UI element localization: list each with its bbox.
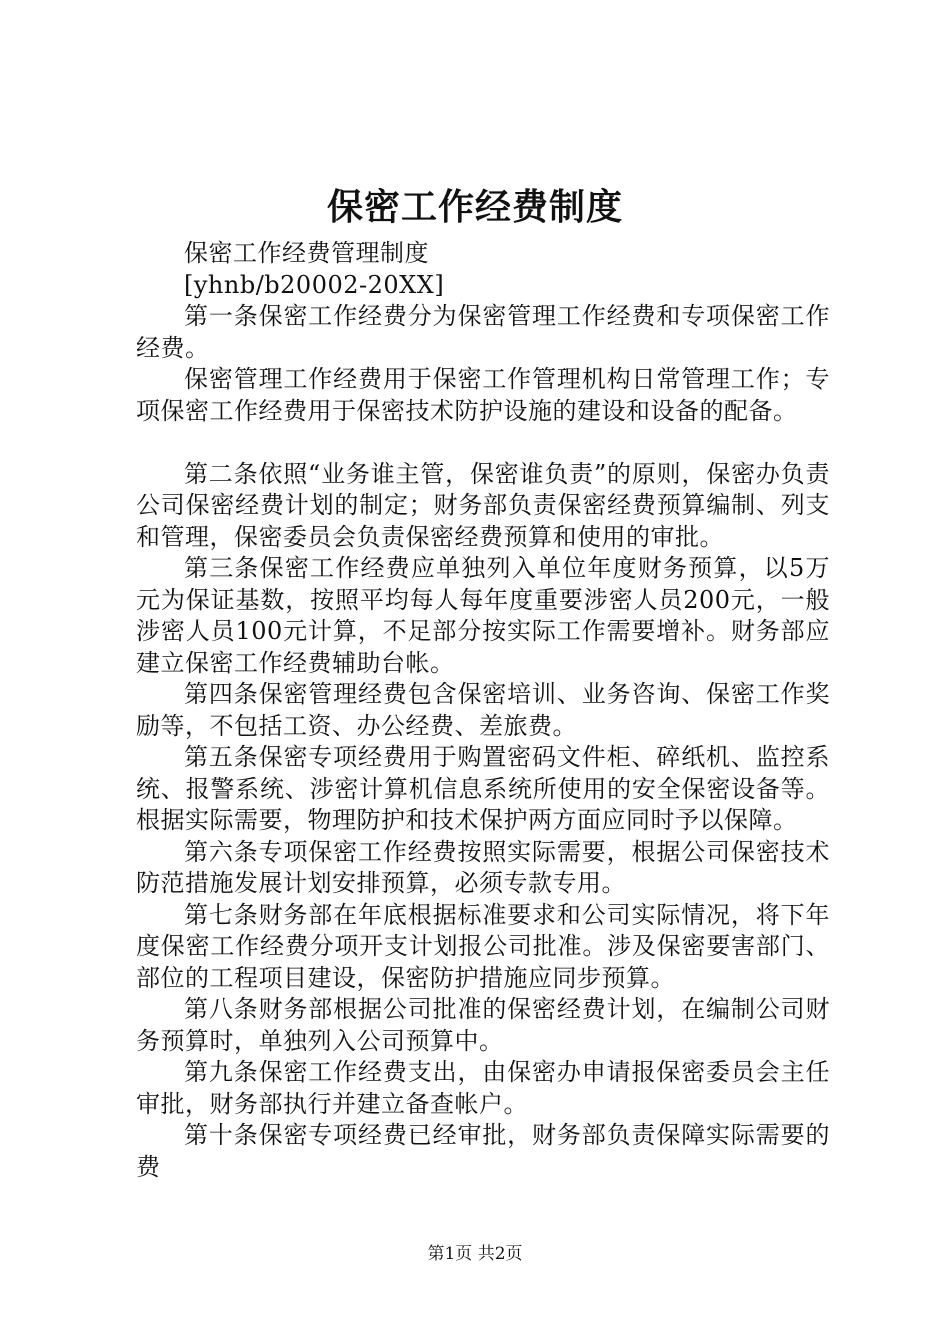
paragraph-doc-code: [yhnb/b20002-20XX] [184,270,445,299]
paragraph-subtitle: 保密工作经费管理制度 [184,239,429,267]
page-number-footer: 第1页 共2页 [427,1244,523,1264]
paragraph-article-7: 第七条财务部在年底根据标准要求和公司实际情况，将下年度保密工作经费分项开支计划报公司批准。涉及保密要害部门、部位的工程项目建设，保密防护措施应同步预算。 [136,900,830,992]
paragraph-article-10: 第十条保密专项经费已经审批，财务部负责保障实际需要的费 [136,1121,830,1181]
paragraph-article-6: 第六条专项保密工作经费按照实际需要，根据公司保密技术防范措施发展计划安排预算，必须专款专用。 [136,837,830,897]
paragraph-article-4: 第四条保密管理经费包含保密培训、业务咨询、保密工作奖励等，不包括工资、办公经费、差旅费。 [136,680,830,740]
paragraph-article-5: 第五条保密专项经费用于购置密码文件柜、碎纸机、监控系统、报警系统、涉密计算机信息系统所使用的安全保密设备等。根据实际需要，物理防护和技术保护两方面应同时予以保障。 [136,743,830,834]
paragraph-article-9: 第九条保密工作经费支出，由保密办申请报保密委员会主任审批，财务部执行并建立备查帐户。 [136,1058,830,1118]
paragraph-article-1-detail: 保密管理工作经费用于保密工作管理机构日常管理工作；专项保密工作经费用于保密技术防护设施的建设和设备的配备。 [136,365,830,425]
document-title: 保密工作经费制度 [326,186,623,228]
paragraph-article-2: 第二条依照“业务谁主管，保密谁负责”的原则，保密办负责公司保密经费计划的制定；财务部负责保密经费预算编制、列支和管理，保密委员会负责保密经费预算和使用的审批。 [136,459,830,551]
paragraph-article-3: 第三条保密工作经费应单独列入单位年度财务预算，以5万元为保证基数，按照平均每人每年度重要涉密人员200元，一般涉密人员100元计算，不足部分按实际工作需要增补。财务部应建立保密工作经费辅助台帐。 [136,554,830,677]
document-body [136,238,830,1183]
paragraph-article-1: 第一条保密工作经费分为保密管理工作经费和专项保密工作经费。 [136,302,830,362]
paragraph-article-8: 第八条财务部根据公司批准的保密经费计划，在编制公司财务预算时，单独列入公司预算中。 [136,995,830,1055]
